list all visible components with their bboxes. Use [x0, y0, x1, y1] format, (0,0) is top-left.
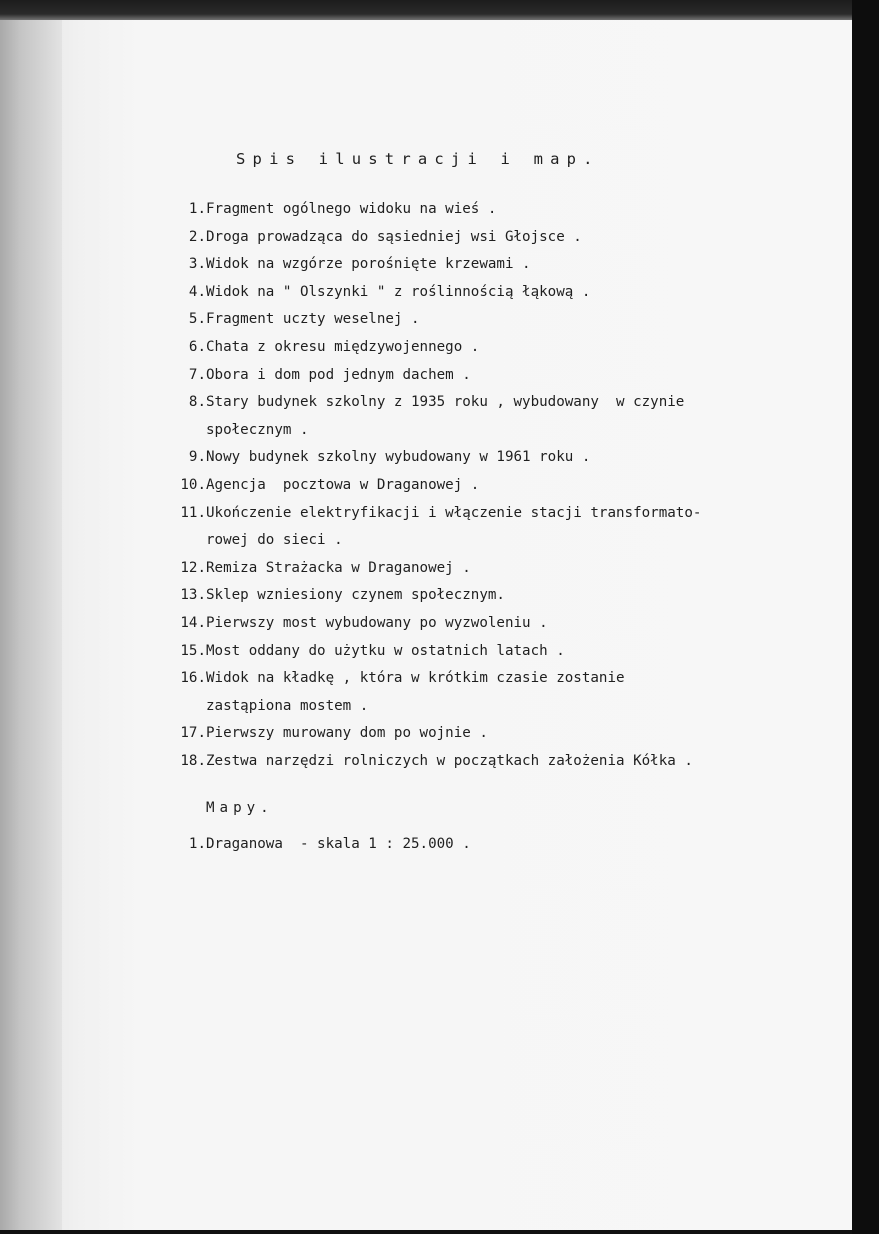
- item-text-line: Fragment uczty weselnej .: [206, 311, 420, 328]
- item-text: [206, 638, 565, 666]
- item-text-line: Pierwszy most wybudowany po wyzwoleniu .: [206, 614, 548, 631]
- item-text-line: Most oddany do użytku w ostatnich latach .: [206, 642, 565, 659]
- item-text: [206, 279, 590, 307]
- list-item: [0, 638, 852, 666]
- item-number: 11.: [180, 504, 206, 521]
- item-number: 18.: [180, 752, 206, 769]
- item-text-line: Remiza Strażacka w Draganowej .: [206, 559, 471, 576]
- list-item: [0, 251, 852, 279]
- item-text-line: Widok na kładkę , która w krótkim czasie zostanie: [206, 670, 625, 687]
- item-number: 17.: [180, 725, 206, 742]
- list-item: [0, 582, 852, 610]
- item-text: [206, 472, 479, 500]
- page-title: Spis ilustracji i map.: [236, 150, 600, 168]
- item-text-line: społecznym .: [206, 421, 309, 438]
- item-number: 6.: [188, 338, 206, 355]
- list-item: [0, 389, 852, 444]
- item-number: 16.: [180, 670, 206, 687]
- item-number: 3.: [188, 256, 206, 273]
- item-text: [206, 334, 479, 362]
- item-number: 10.: [180, 476, 206, 493]
- item-text: [206, 444, 590, 472]
- list-item: [0, 472, 852, 500]
- item-text: [206, 389, 684, 444]
- item-text-line: Zestwa narzędzi rolniczych w początkach założenia Kółka .: [206, 752, 693, 769]
- list-item: [0, 224, 852, 252]
- item-text-line: Fragment ogólnego widoku na wieś .: [206, 201, 497, 217]
- list-item: [0, 665, 852, 720]
- item-text-line: Ukończenie elektryfikacji i włączenie stacji transformato-: [206, 504, 702, 521]
- item-text: [206, 555, 471, 583]
- item-text: [206, 720, 488, 748]
- list-item: [0, 306, 852, 334]
- list-item: [0, 196, 852, 224]
- item-number: 13.: [180, 587, 206, 604]
- item-text: [206, 610, 548, 638]
- item-text-line: Obora i dom pod jednym dachem .: [206, 366, 471, 383]
- item-number: 12.: [180, 559, 206, 576]
- item-text-line: zastąpiona mostem .: [206, 697, 369, 714]
- item-number: 8.: [188, 394, 206, 411]
- illustration-list: [0, 196, 852, 775]
- map-number: 1.: [188, 835, 206, 852]
- item-text-line: Stary budynek szkolny z 1935 roku , wybudowany w czynie: [206, 394, 685, 411]
- item-text-line: Chata z okresu międzywojennego .: [206, 338, 480, 355]
- list-item: [0, 555, 852, 583]
- item-number: 2.: [188, 228, 206, 245]
- item-text: [206, 582, 505, 610]
- item-number: 5.: [188, 311, 206, 328]
- list-item: [0, 279, 852, 307]
- item-text-line: Nowy budynek szkolny wybudowany w 1961 roku .: [206, 449, 591, 466]
- item-number: 7.: [188, 366, 206, 383]
- item-text-line: Widok na " Olszynki " z roślinnością łąkową .: [206, 283, 591, 300]
- item-number: 14.: [180, 614, 206, 631]
- item-text-line: Droga prowadząca do sąsiedniej wsi Głojsce .: [206, 228, 582, 245]
- item-number: 4.: [188, 283, 206, 300]
- item-text: [206, 196, 496, 224]
- list-item: [0, 362, 852, 390]
- list-item: [0, 444, 852, 472]
- maps-heading: Mapy.: [206, 799, 274, 816]
- list-item: [0, 500, 852, 555]
- list-item: [0, 748, 852, 776]
- item-text: [206, 748, 693, 776]
- list-item: [0, 334, 852, 362]
- item-text-line: Widok na wzgórze porośnięte krzewami .: [206, 256, 531, 273]
- item-text: [206, 500, 701, 555]
- item-text-line: Agencja pocztowa w Draganowej .: [206, 476, 480, 493]
- item-text: [206, 665, 625, 720]
- item-text-line: Pierwszy murowany dom po wojnie .: [206, 725, 488, 742]
- list-item: [0, 720, 852, 748]
- item-text-line: rowej do sieci .: [206, 532, 343, 549]
- item-text: [206, 224, 582, 252]
- right-shadow: [852, 0, 879, 1234]
- item-number: 9.: [188, 449, 206, 466]
- list-item: [0, 610, 852, 638]
- item-text: [206, 306, 420, 334]
- map-text: Draganowa - skala 1 : 25.000 .: [206, 835, 471, 852]
- item-number: 15.: [180, 642, 206, 659]
- item-text-line: Sklep wzniesiony czynem społecznym.: [206, 587, 505, 604]
- item-text: [206, 362, 471, 390]
- item-number: 1.: [188, 201, 206, 217]
- item-text: [206, 251, 531, 279]
